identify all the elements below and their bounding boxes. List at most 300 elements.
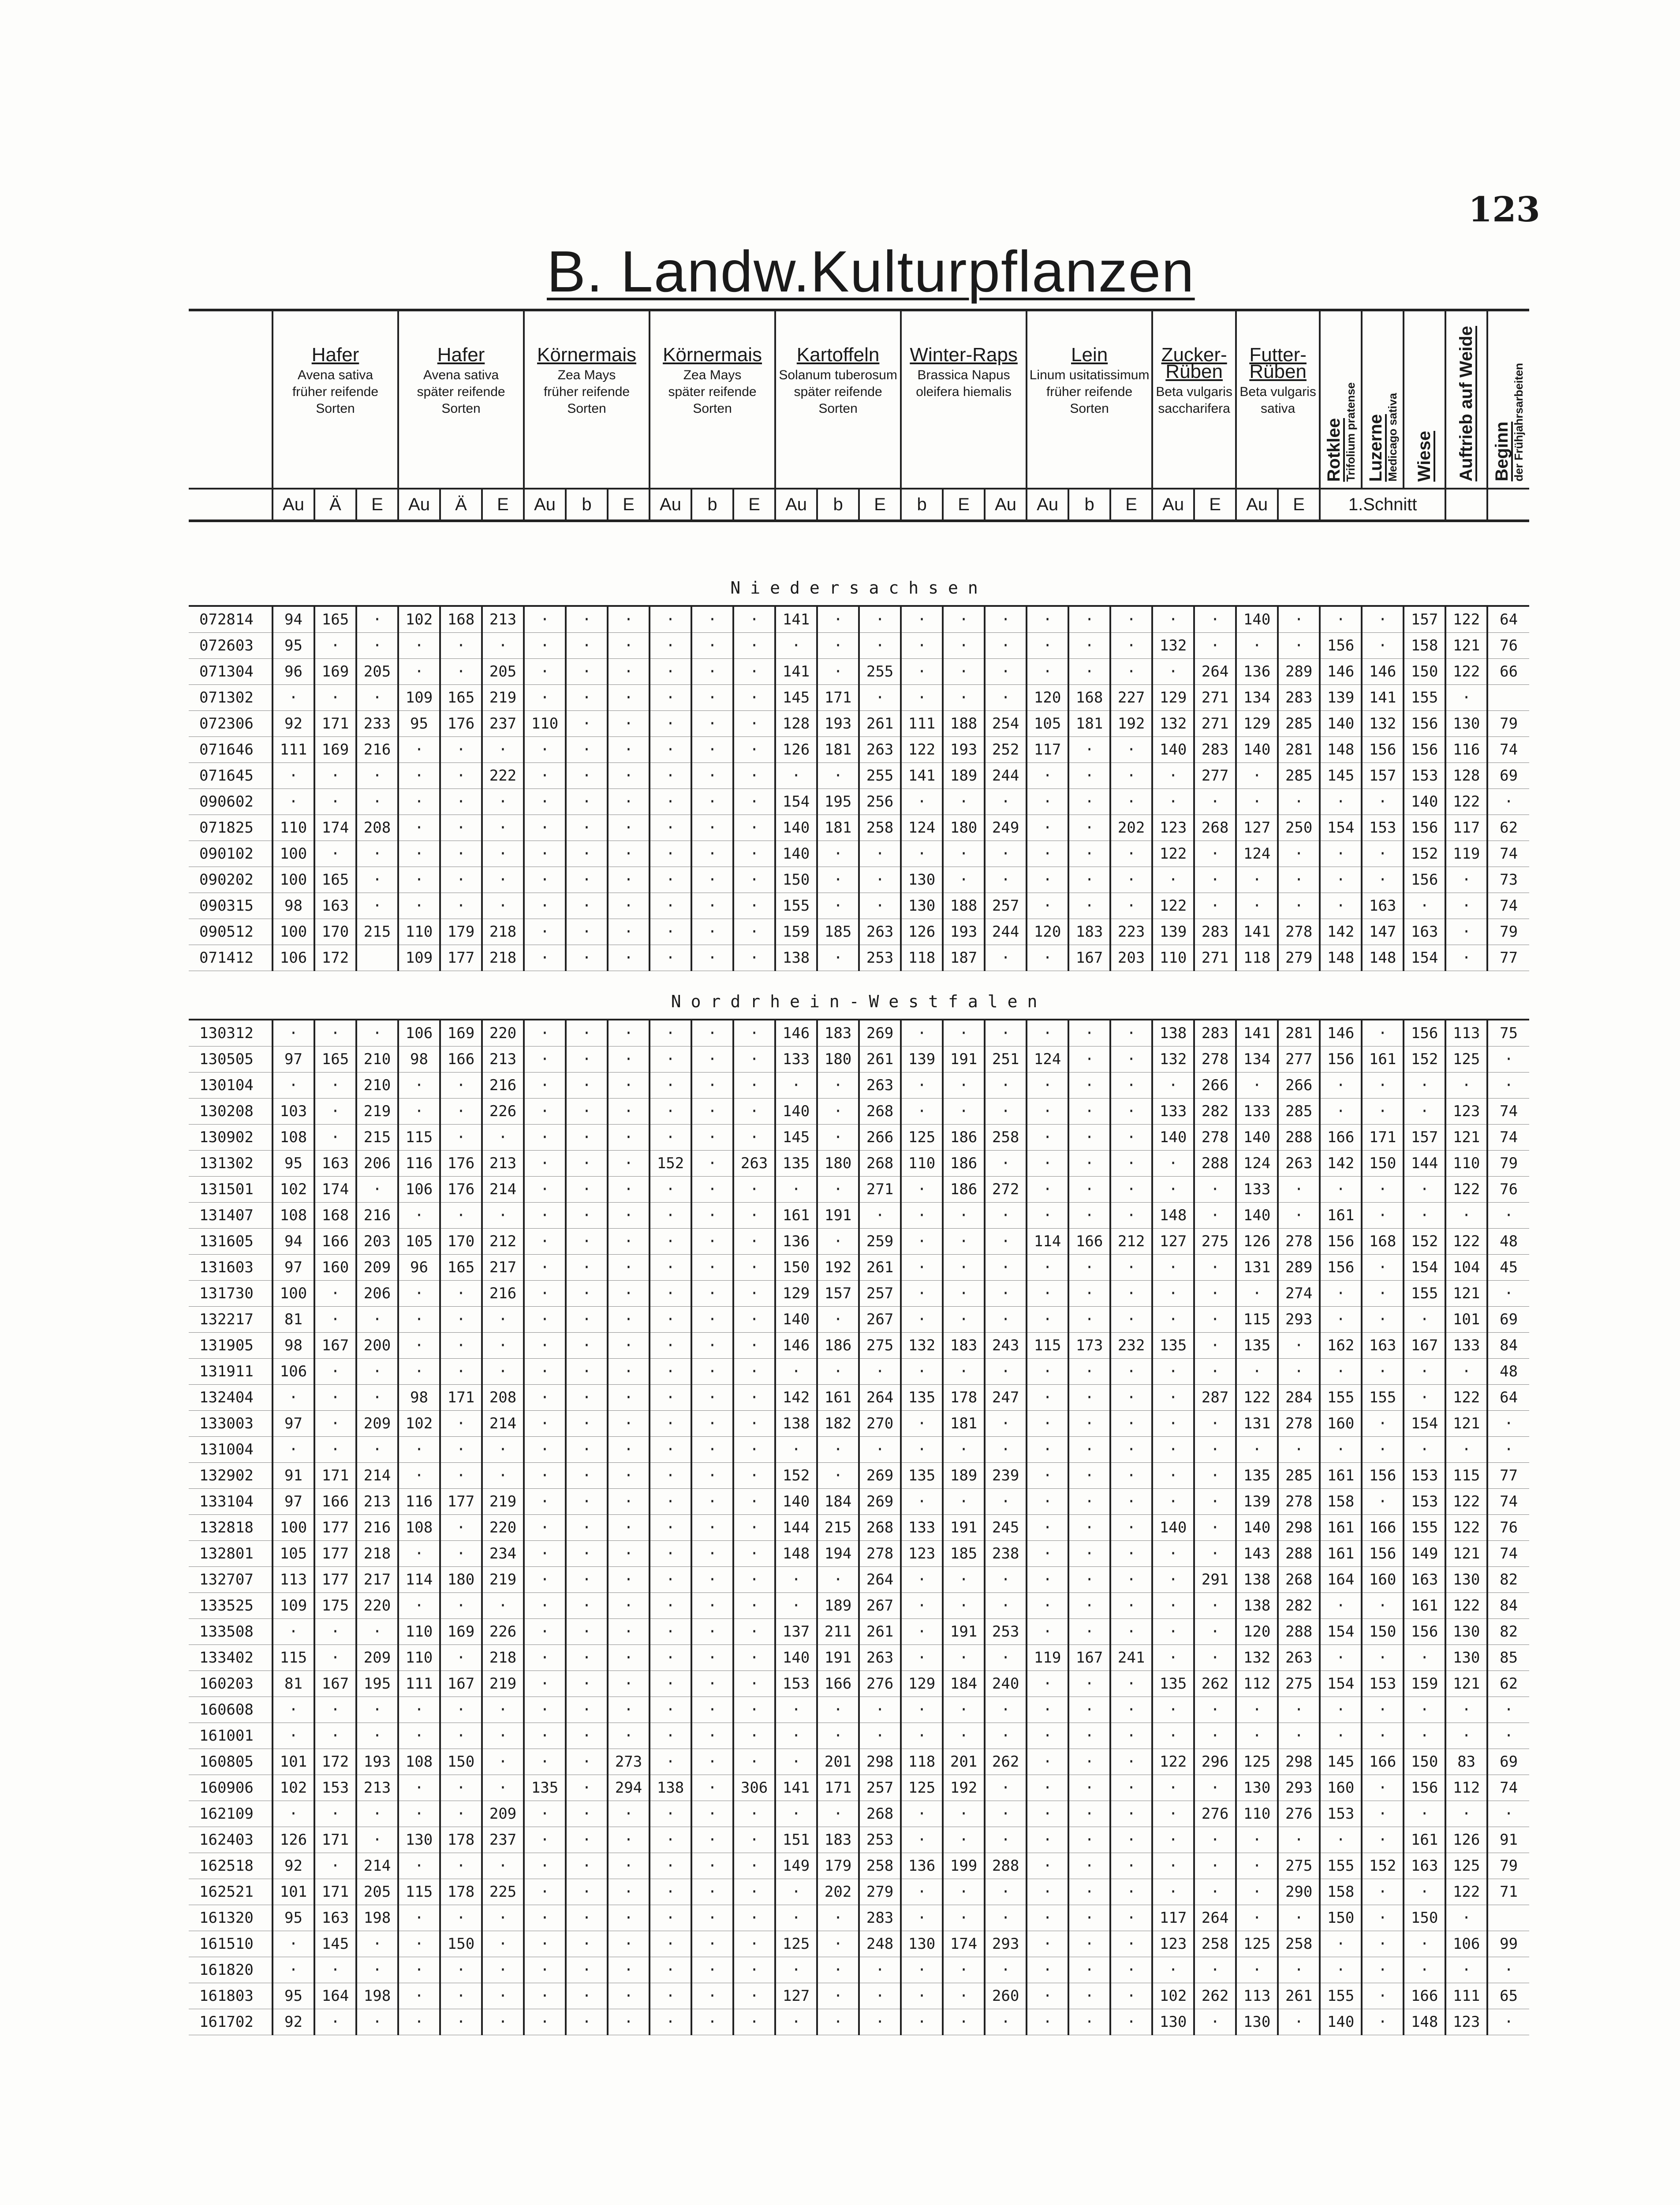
date-cell: 213 (356, 1775, 398, 1801)
date-cell: · (1320, 1957, 1362, 1983)
date-cell: · (1068, 815, 1110, 841)
station-code: 132818 (189, 1515, 273, 1541)
date-cell: 130 (1445, 1619, 1487, 1645)
date-cell: 268 (859, 1515, 901, 1541)
date-cell: · (817, 1073, 859, 1099)
date-cell: · (524, 1229, 566, 1255)
date-cell: 283 (1194, 919, 1236, 945)
date-cell: · (901, 1879, 943, 1905)
date-cell: · (943, 1905, 985, 1931)
date-cell: · (733, 1125, 775, 1151)
date-cell: · (356, 1177, 398, 1203)
date-cell: · (608, 633, 650, 659)
date-cell: · (650, 606, 691, 633)
date-cell: · (817, 1931, 859, 1957)
date-cell: 206 (356, 1151, 398, 1177)
date-cell: 226 (482, 1099, 524, 1125)
table-row (189, 1489, 1529, 1515)
date-cell: 129 (775, 1281, 817, 1307)
date-cell: · (691, 633, 733, 659)
date-cell: 215 (356, 919, 398, 945)
date-cell: · (440, 1125, 482, 1151)
date-cell: · (985, 1957, 1027, 1983)
date-cell: · (650, 1463, 691, 1489)
date-cell: · (1362, 1203, 1404, 1229)
date-cell: · (314, 2009, 356, 2035)
date-cell: · (691, 1046, 733, 1073)
date-cell: · (1194, 1177, 1236, 1203)
date-cell: · (1152, 1463, 1194, 1489)
date-cell: 220 (482, 1020, 524, 1046)
date-cell: · (1068, 1177, 1110, 1203)
date-cell: 166 (314, 1229, 356, 1255)
date-cell: 293 (1278, 1775, 1320, 1801)
date-cell: · (566, 893, 608, 919)
date-cell: 92 (273, 1853, 314, 1879)
date-cell: 136 (775, 1229, 817, 1255)
date-cell: 79 (1487, 1853, 1529, 1879)
date-cell: 105 (398, 1229, 440, 1255)
date-cell: 270 (859, 1411, 901, 1437)
date-cell: · (691, 1931, 733, 1957)
date-cell: · (566, 1541, 608, 1567)
date-cell: 271 (1194, 945, 1236, 971)
date-cell: 153 (775, 1671, 817, 1697)
date-cell: · (1236, 893, 1278, 919)
date-cell: · (440, 1333, 482, 1359)
date-cell: · (524, 737, 566, 763)
date-cell: · (1027, 1541, 1068, 1567)
date-cell: · (985, 867, 1027, 893)
date-cell: 199 (943, 1853, 985, 1879)
crop-latin: Zea Mays (683, 368, 742, 382)
luzerne-header-latin: Medicago sativa (1385, 393, 1399, 482)
date-cell: · (1068, 659, 1110, 685)
date-cell: 209 (356, 1411, 398, 1437)
date-cell: · (1445, 1723, 1487, 1749)
date-cell: · (608, 1020, 650, 1046)
date-cell: · (943, 1957, 985, 1983)
date-cell: 266 (859, 1125, 901, 1151)
date-cell: · (1278, 2009, 1320, 2035)
date-cell: · (691, 841, 733, 867)
date-cell: 128 (1445, 763, 1487, 789)
date-cell: 100 (273, 1281, 314, 1307)
date-cell: · (1027, 633, 1068, 659)
date-cell: · (985, 1151, 1027, 1177)
date-cell: 115 (1445, 1463, 1487, 1489)
date-cell: 119 (1027, 1645, 1068, 1671)
date-cell: 69 (1487, 1749, 1529, 1775)
date-cell: 202 (1110, 815, 1152, 841)
date-cell: 170 (314, 919, 356, 945)
date-cell: 278 (1278, 919, 1320, 945)
date-cell: 181 (1068, 711, 1110, 737)
date-cell: · (817, 1567, 859, 1593)
date-cell: · (1027, 1281, 1068, 1307)
date-cell: · (733, 1931, 775, 1957)
date-cell: · (901, 659, 943, 685)
date-cell: · (398, 893, 440, 919)
date-cell: · (524, 1489, 566, 1515)
date-cell: 171 (314, 1827, 356, 1853)
date-cell: 76 (1487, 1177, 1529, 1203)
date-cell: 48 (1487, 1229, 1529, 1255)
date-cell: 79 (1487, 919, 1529, 945)
date-cell: 156 (1404, 867, 1445, 893)
table-row (189, 1229, 1529, 1255)
date-cell: 128 (775, 711, 817, 737)
date-cell: · (1027, 893, 1068, 919)
beginn-header (1487, 310, 1529, 489)
date-cell: 154 (1320, 1671, 1362, 1697)
date-cell: · (1110, 1073, 1152, 1099)
date-cell: · (440, 1775, 482, 1801)
date-cell: 140 (1236, 1125, 1278, 1151)
date-cell: · (1068, 1957, 1110, 1983)
phase-subheader: b (817, 489, 859, 521)
date-cell: · (1027, 1931, 1068, 1957)
date-cell: · (985, 1593, 1027, 1619)
phase-subheader: E (733, 489, 775, 521)
date-cell: · (1487, 1281, 1529, 1307)
date-cell: · (1404, 1957, 1445, 1983)
date-cell: 209 (356, 1645, 398, 1671)
date-cell: 62 (1487, 815, 1529, 841)
date-cell: · (1110, 1411, 1152, 1437)
date-cell: · (1320, 1073, 1362, 1099)
date-cell: · (691, 815, 733, 841)
date-cell: 158 (1320, 1879, 1362, 1905)
date-cell: · (1068, 1983, 1110, 2009)
date-cell: 84 (1487, 1333, 1529, 1359)
date-cell: · (1362, 1177, 1404, 1203)
date-cell: 192 (817, 1255, 859, 1281)
date-cell: · (1278, 1359, 1320, 1385)
date-cell: 214 (356, 1853, 398, 1879)
date-cell: · (1152, 659, 1194, 685)
date-cell: 195 (817, 789, 859, 815)
date-cell: · (566, 1125, 608, 1151)
date-cell: · (733, 1489, 775, 1515)
table-row (189, 945, 1529, 971)
date-cell: 284 (1278, 1385, 1320, 1411)
date-cell: 189 (817, 1593, 859, 1619)
crop-name: Kartoffeln (796, 344, 880, 366)
date-cell: 136 (901, 1853, 943, 1879)
date-cell: · (859, 841, 901, 867)
date-cell: 192 (943, 1775, 985, 1801)
date-cell: · (901, 1983, 943, 2009)
date-cell: · (733, 659, 775, 685)
date-cell: · (691, 1619, 733, 1645)
station-code: 132801 (189, 1541, 273, 1567)
date-cell: · (817, 1957, 859, 1983)
date-cell: · (273, 1697, 314, 1723)
date-cell: · (524, 1541, 566, 1567)
date-cell: 282 (1278, 1593, 1320, 1619)
date-cell: · (817, 2009, 859, 2035)
date-cell: · (1152, 1255, 1194, 1281)
date-cell: · (650, 945, 691, 971)
table-row (189, 1723, 1529, 1749)
date-cell: · (524, 1983, 566, 2009)
date-cell: · (398, 1593, 440, 1619)
date-cell: · (524, 919, 566, 945)
date-cell: · (650, 1229, 691, 1255)
date-cell: 288 (1278, 1619, 1320, 1645)
date-cell: · (775, 633, 817, 659)
date-cell: · (1110, 789, 1152, 815)
date-cell: · (524, 2009, 566, 2035)
date-cell: · (817, 763, 859, 789)
date-cell: · (1027, 1125, 1068, 1151)
date-cell: 226 (482, 1619, 524, 1645)
date-cell: · (943, 1645, 985, 1671)
date-cell: · (1320, 893, 1362, 919)
station-code: 130208 (189, 1099, 273, 1125)
date-cell: 187 (943, 945, 985, 971)
date-cell: 252 (985, 737, 1027, 763)
date-cell: · (440, 2009, 482, 2035)
table-row (189, 1463, 1529, 1489)
station-code: 072603 (189, 633, 273, 659)
date-cell: · (566, 711, 608, 737)
date-cell: · (901, 1957, 943, 1983)
date-cell: · (566, 1385, 608, 1411)
date-cell: 84 (1487, 1593, 1529, 1619)
date-cell: · (1404, 1385, 1445, 1411)
date-cell: · (733, 1359, 775, 1385)
station-code: 131730 (189, 1281, 273, 1307)
date-cell: · (608, 1957, 650, 1983)
station-code: 131905 (189, 1333, 273, 1359)
date-cell: · (1362, 1593, 1404, 1619)
date-cell: 123 (901, 1541, 943, 1567)
date-cell: · (733, 606, 775, 633)
date-cell: · (650, 919, 691, 945)
date-cell: 157 (817, 1281, 859, 1307)
date-cell: · (1110, 1567, 1152, 1593)
date-cell: · (943, 1697, 985, 1723)
date-cell: · (775, 1177, 817, 1203)
date-cell: 186 (943, 1151, 985, 1177)
date-cell: · (440, 1463, 482, 1489)
date-cell: · (608, 1177, 650, 1203)
table-row (189, 1411, 1529, 1437)
date-cell: 269 (859, 1463, 901, 1489)
date-cell: 153 (1404, 1463, 1445, 1489)
station-code: 072814 (189, 606, 273, 633)
header-row-crops (189, 310, 1529, 489)
date-cell: 163 (1362, 1333, 1404, 1359)
date-cell: · (1110, 1983, 1152, 2009)
date-cell: · (608, 945, 650, 971)
date-cell: · (733, 1879, 775, 1905)
date-cell: · (943, 1255, 985, 1281)
date-cell: · (608, 1151, 650, 1177)
date-cell: · (901, 1619, 943, 1645)
date-cell: · (482, 1437, 524, 1463)
date-cell: · (566, 1671, 608, 1697)
date-cell: · (1152, 1073, 1194, 1099)
date-cell: · (524, 685, 566, 711)
date-cell: · (608, 1385, 650, 1411)
date-cell: 183 (817, 1020, 859, 1046)
date-cell: · (691, 763, 733, 789)
date-cell: 130 (901, 893, 943, 919)
date-cell: · (1110, 1020, 1152, 1046)
date-cell: 140 (1320, 711, 1362, 737)
date-cell: · (608, 1125, 650, 1151)
station-code: 090202 (189, 867, 273, 893)
date-cell: · (733, 1541, 775, 1567)
date-cell: · (440, 1697, 482, 1723)
date-cell: 191 (943, 1515, 985, 1541)
date-cell: 131 (1236, 1255, 1278, 1281)
date-cell: · (985, 1255, 1027, 1281)
date-cell: · (1068, 1541, 1110, 1567)
date-cell (1487, 685, 1529, 711)
date-cell: · (1320, 1177, 1362, 1203)
date-cell: 258 (859, 815, 901, 841)
crop-name: Futter-Rüben (1249, 344, 1307, 382)
date-cell: · (1027, 1619, 1068, 1645)
date-cell: 290 (1278, 1879, 1320, 1905)
date-cell: · (985, 841, 1027, 867)
date-cell: 108 (273, 1125, 314, 1151)
date-cell: · (566, 1619, 608, 1645)
date-cell: 169 (440, 1619, 482, 1645)
date-cell: · (775, 1801, 817, 1827)
phase-subheader: b (901, 489, 943, 521)
date-cell: 174 (943, 1931, 985, 1957)
date-cell: · (1152, 1827, 1194, 1853)
date-cell: 146 (775, 1333, 817, 1359)
date-cell: · (1404, 1801, 1445, 1827)
date-cell: 275 (1278, 1853, 1320, 1879)
date-cell: · (1110, 1905, 1152, 1931)
date-cell: 171 (314, 1879, 356, 1905)
date-cell: 214 (482, 1177, 524, 1203)
date-cell: · (733, 1801, 775, 1827)
date-cell: · (566, 1645, 608, 1671)
date-cell: 95 (273, 633, 314, 659)
date-cell: · (943, 1099, 985, 1125)
date-cell: 102 (398, 606, 440, 633)
date-cell: · (1152, 1359, 1194, 1385)
date-cell: · (608, 1879, 650, 1905)
date-cell: 162 (1320, 1333, 1362, 1359)
date-cell: · (356, 1697, 398, 1723)
date-cell: · (901, 1307, 943, 1333)
date-cell: 219 (482, 1489, 524, 1515)
date-cell: · (1236, 1879, 1278, 1905)
date-cell: · (314, 633, 356, 659)
date-cell: · (985, 606, 1027, 633)
date-cell: 115 (398, 1125, 440, 1151)
date-cell: · (1152, 1957, 1194, 1983)
date-cell: 195 (356, 1671, 398, 1697)
date-cell: 237 (482, 711, 524, 737)
date-cell: 183 (817, 1827, 859, 1853)
date-cell: 163 (1404, 1853, 1445, 1879)
date-cell: · (1152, 1177, 1194, 1203)
date-cell: · (273, 1073, 314, 1099)
crop-note: früher reifende Sorten (292, 385, 379, 416)
station-code: 161320 (189, 1905, 273, 1931)
table-row (189, 1073, 1529, 1099)
date-cell: 110 (1445, 1151, 1487, 1177)
date-cell: 216 (482, 1073, 524, 1099)
table-row (189, 1333, 1529, 1359)
date-cell: · (1320, 1697, 1362, 1723)
date-cell: · (608, 763, 650, 789)
date-cell: · (859, 1697, 901, 1723)
crop-header (650, 310, 775, 489)
date-cell: · (524, 1827, 566, 1853)
date-cell: 183 (1068, 919, 1110, 945)
date-cell: 198 (356, 1905, 398, 1931)
date-cell: · (566, 1359, 608, 1385)
date-cell: 271 (1194, 711, 1236, 737)
crop-latin: Avena sativa (423, 368, 499, 382)
date-cell: 212 (482, 1229, 524, 1255)
date-cell: 119 (1445, 841, 1487, 867)
date-cell: 262 (985, 1749, 1027, 1775)
date-cell: · (859, 1359, 901, 1385)
date-cell: 258 (1194, 1931, 1236, 1957)
date-cell: · (1110, 1541, 1152, 1567)
date-cell: · (901, 2009, 943, 2035)
date-cell: · (1236, 789, 1278, 815)
date-cell: · (1236, 1957, 1278, 1983)
beginn-header-latin: der Frühjahrsarbeiten (1512, 363, 1525, 482)
date-cell: 259 (859, 1229, 901, 1255)
date-cell: 219 (482, 685, 524, 711)
date-cell: 293 (1278, 1307, 1320, 1333)
date-cell: · (943, 659, 985, 685)
date-cell: 112 (1236, 1671, 1278, 1697)
date-cell: · (691, 1125, 733, 1151)
date-cell: 285 (1278, 711, 1320, 737)
date-cell: · (691, 1151, 733, 1177)
station-code: 161702 (189, 2009, 273, 2035)
table-row (189, 1619, 1529, 1645)
date-cell: 110 (398, 919, 440, 945)
table-row (189, 1385, 1529, 1411)
date-cell: · (566, 1281, 608, 1307)
date-cell: 133 (1152, 1099, 1194, 1125)
date-cell: · (356, 763, 398, 789)
date-cell: · (650, 1255, 691, 1281)
date-cell: 163 (1362, 893, 1404, 919)
phase-subheader: E (356, 489, 398, 521)
date-cell: · (1110, 1749, 1152, 1775)
date-cell: 65 (1487, 1983, 1529, 2009)
date-cell: 216 (356, 737, 398, 763)
date-cell: · (691, 1541, 733, 1567)
date-cell: · (1362, 1879, 1404, 1905)
date-cell: 150 (775, 867, 817, 893)
date-cell: 262 (1194, 1671, 1236, 1697)
date-cell: 117 (1027, 737, 1068, 763)
date-cell: · (985, 1229, 1027, 1255)
date-cell: 176 (440, 1151, 482, 1177)
date-cell: 267 (859, 1307, 901, 1333)
date-cell: 278 (1278, 1411, 1320, 1437)
date-cell: 124 (1236, 841, 1278, 867)
